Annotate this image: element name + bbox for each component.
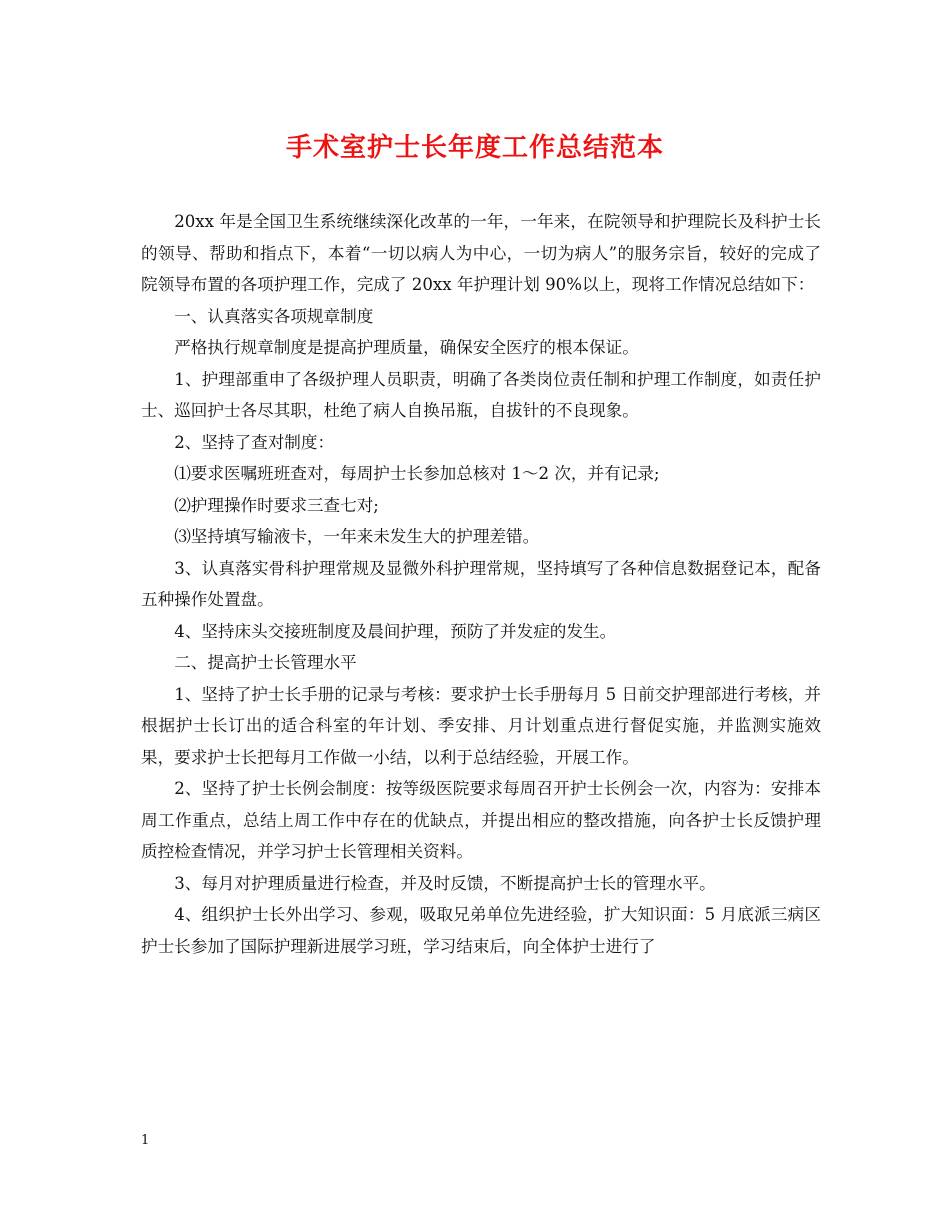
list-item: 1、护理部重申了各级护理人员职责，明确了各类岗位责任制和护理工作制度，如责任护士、巡回护士各尽其职，杜绝了病人自换吊瓶，自拔针的不良现象。 — [141, 369, 821, 420]
sub-list-item: ⑴要求医嘱班班查对，每周护士长参加总核对 1～2 次，并有记录; — [174, 464, 660, 483]
list-item: 2、坚持了护士长例会制度：按等级医院要求每周召开护士长例会一次，内容为：安排本周工作重点，总结上周工作中存在的优缺点，并提出相应的整改措施，向各护士长反馈护理质控检查情况，并学习护士长管理相关资料。 — [141, 779, 821, 861]
list-item: 2、坚持了查对制度： — [174, 432, 335, 452]
document-body — [141, 206, 821, 962]
list-item: 4、坚持床头交接班制度及晨间护理，预防了并发症的发生。 — [174, 621, 617, 641]
section-heading-2: 二、提高护士长管理水平 — [174, 653, 357, 672]
sub-list-item: ⑵护理操作时要求三查七对; — [174, 495, 379, 515]
paragraph: 严格执行规章制度是提高护理质量，确保安全医疗的根本保证。 — [174, 338, 639, 357]
list-item: 1、坚持了护士长手册的记录与考核：要求护士长手册每月 5 日前交护理部进行考核，并根据护士长订出的适合科室的年计划、季安排、月计划重点进行督促实施，并监测实施效果，要求护士长把每月工作做一小结，以利于总结经验，开展工作。 — [141, 684, 821, 767]
list-item: 3、每月对护理质量进行检查，并及时反馈，不断提高护士长的管理水平。 — [174, 873, 716, 893]
list-item: 3、认真落实骨科护理常规及显微外科护理常规，坚持填写了各种信息数据登记本，配备五种操作处置盘。 — [141, 558, 821, 609]
paragraph-intro: 20xx 年是全国卫生系统继续深化改革的一年，一年来，在院领导和护理院长及科护士长的领导、帮助和指点下，本着“一切以病人为中心，一切为病人”的服务宗旨，较好的完成了院领导布置的各项护理工作，完成了 20xx 年护理计划 90%以上，现将工作情况总结如下： — [141, 212, 821, 294]
sub-list-item: ⑶坚持填写输液卡，一年来未发生大的护理差错。 — [174, 527, 540, 546]
document-title: 手术室护士长年度工作总结范本 — [285, 133, 664, 163]
section-heading-1: 一、认真落实各项规章制度 — [174, 306, 374, 326]
list-item: 4、组织护士长外出学习、参观，吸取兄弟单位先进经验，扩大知识面：5 月底派三病区护士长参加了国际护理新进展学习班，学习结束后，向全体护士进行了 — [141, 905, 821, 956]
page-number: 1 — [141, 1133, 150, 1148]
